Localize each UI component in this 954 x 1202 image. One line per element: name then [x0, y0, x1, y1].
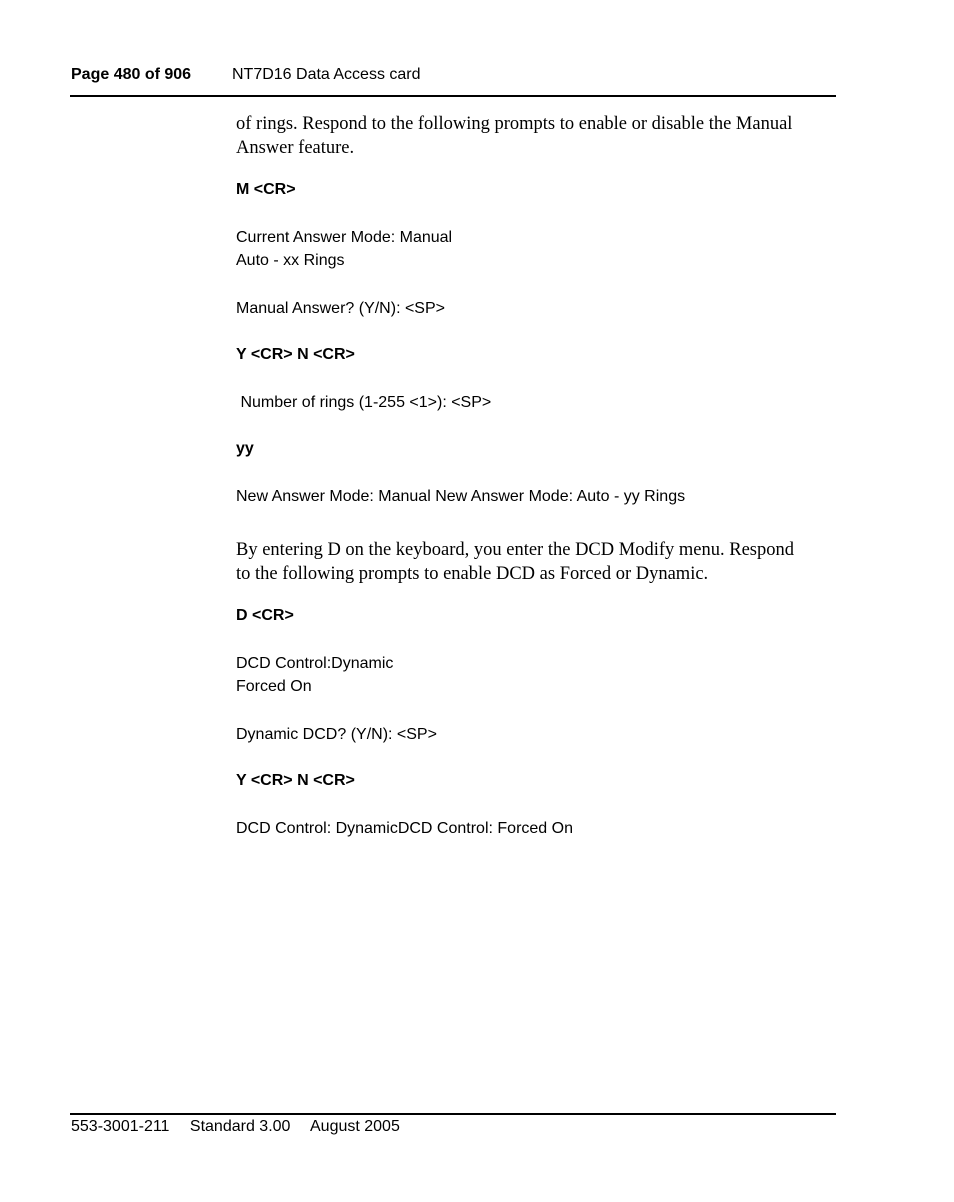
command-m: M <CR> — [236, 181, 296, 198]
current-answer-mode-output — [236, 226, 836, 272]
manual-answer-prompt: Manual Answer? (Y/N): <SP> — [236, 300, 445, 317]
paragraph-line: Answer feature. — [236, 138, 355, 158]
command-yes-no: Y <CR> N <CR> — [236, 772, 355, 789]
standard-version: Standard 3.00 — [189, 1118, 291, 1135]
command-yes-no: Y <CR> N <CR> — [236, 346, 355, 363]
output-line: DCD Control:Dynamic — [236, 655, 394, 672]
paragraph-line: of rings. Respond to the following prompts to enable or disable the Manual — [236, 114, 793, 134]
dcd-control-output — [236, 652, 836, 698]
document-title: NT7D16 Data Access card — [232, 66, 421, 83]
rings-prompt: Number of rings (1-255 <1>): <SP> — [236, 394, 492, 411]
output-line: Forced On — [236, 678, 312, 695]
new-answer-mode-output: New Answer Mode: Manual New Answer Mode: Auto - yy Rings — [236, 488, 686, 505]
output-line: Auto - xx Rings — [236, 252, 345, 269]
paragraph-line: By entering D on the keyboard, you enter the DCD Modify menu. Respond — [236, 540, 794, 560]
header-divider — [70, 95, 836, 97]
command-yy: yy — [236, 440, 254, 457]
footer — [71, 1118, 416, 1136]
command-d: D <CR> — [236, 607, 294, 624]
dcd-result-output: DCD Control: DynamicDCD Control: Forced On — [236, 820, 573, 837]
paragraph-line: to the following prompts to enable DCD as Forced or Dynamic. — [236, 564, 709, 584]
publication-date: August 2005 — [310, 1118, 400, 1135]
dcd-paragraph — [236, 538, 836, 586]
dynamic-dcd-prompt: Dynamic DCD? (Y/N): <SP> — [236, 726, 437, 743]
document-number: 553-3001-211 — [71, 1118, 170, 1135]
footer-divider — [70, 1113, 836, 1115]
page-number: Page 480 of 906 — [71, 66, 192, 83]
intro-paragraph — [236, 112, 836, 160]
output-line: Current Answer Mode: Manual — [236, 229, 453, 246]
